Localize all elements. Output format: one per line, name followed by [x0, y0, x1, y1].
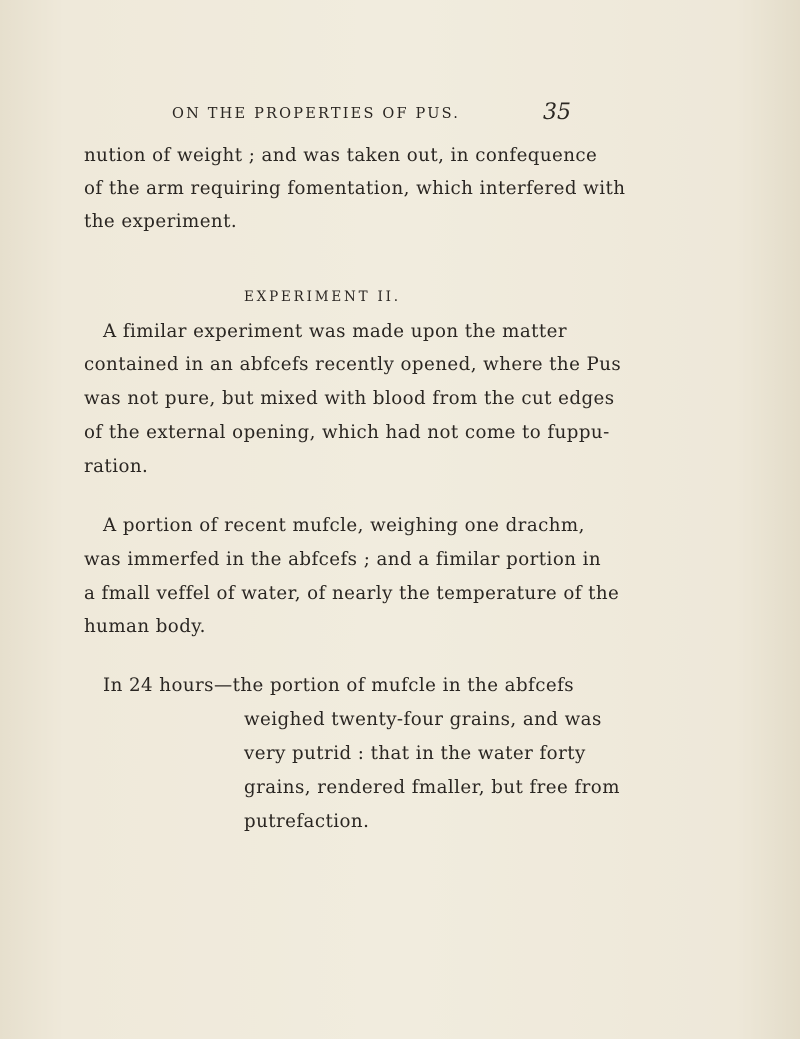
running-head: ON THE PROPERTIES OF PUS. — [172, 106, 461, 122]
text-line: A portion of recent mufcle, weighing one drachm, — [103, 515, 585, 536]
text-line: contained in an abfcefs recently opened, where the Pus — [84, 354, 622, 375]
text-line: nution of weight ; and was taken out, in confequence — [84, 145, 598, 166]
section-heading: EXPERIMENT II. — [244, 289, 401, 305]
text-line: A fimilar experiment was made upon the matter — [103, 321, 567, 342]
text-line: In 24 hours—the portion of mufcle in the abfcefs — [103, 675, 575, 696]
text-line: of the arm requiring fomentation, which interfered with — [84, 178, 626, 199]
page-number: 35 — [543, 100, 571, 125]
text-line: grains, rendered fmaller, but free from — [244, 777, 620, 798]
text-line: putrefaction. — [244, 811, 370, 832]
text-line: weighed twenty-four grains, and was — [244, 709, 602, 730]
text-line: of the external opening, which had not come to fuppu- — [84, 422, 610, 443]
text-line: ration. — [84, 456, 149, 477]
text-line: was immerfed in the abfcefs ; and a fimilar portion in — [84, 549, 602, 570]
text-line: the experiment. — [84, 211, 238, 232]
text-line: human body. — [84, 616, 206, 637]
text-line: a fmall veffel of water, of nearly the temperature of the — [84, 583, 620, 604]
text-line: was not pure, but mixed with blood from the cut edges — [84, 388, 615, 409]
text-line: very putrid : that in the water forty — [244, 743, 586, 764]
